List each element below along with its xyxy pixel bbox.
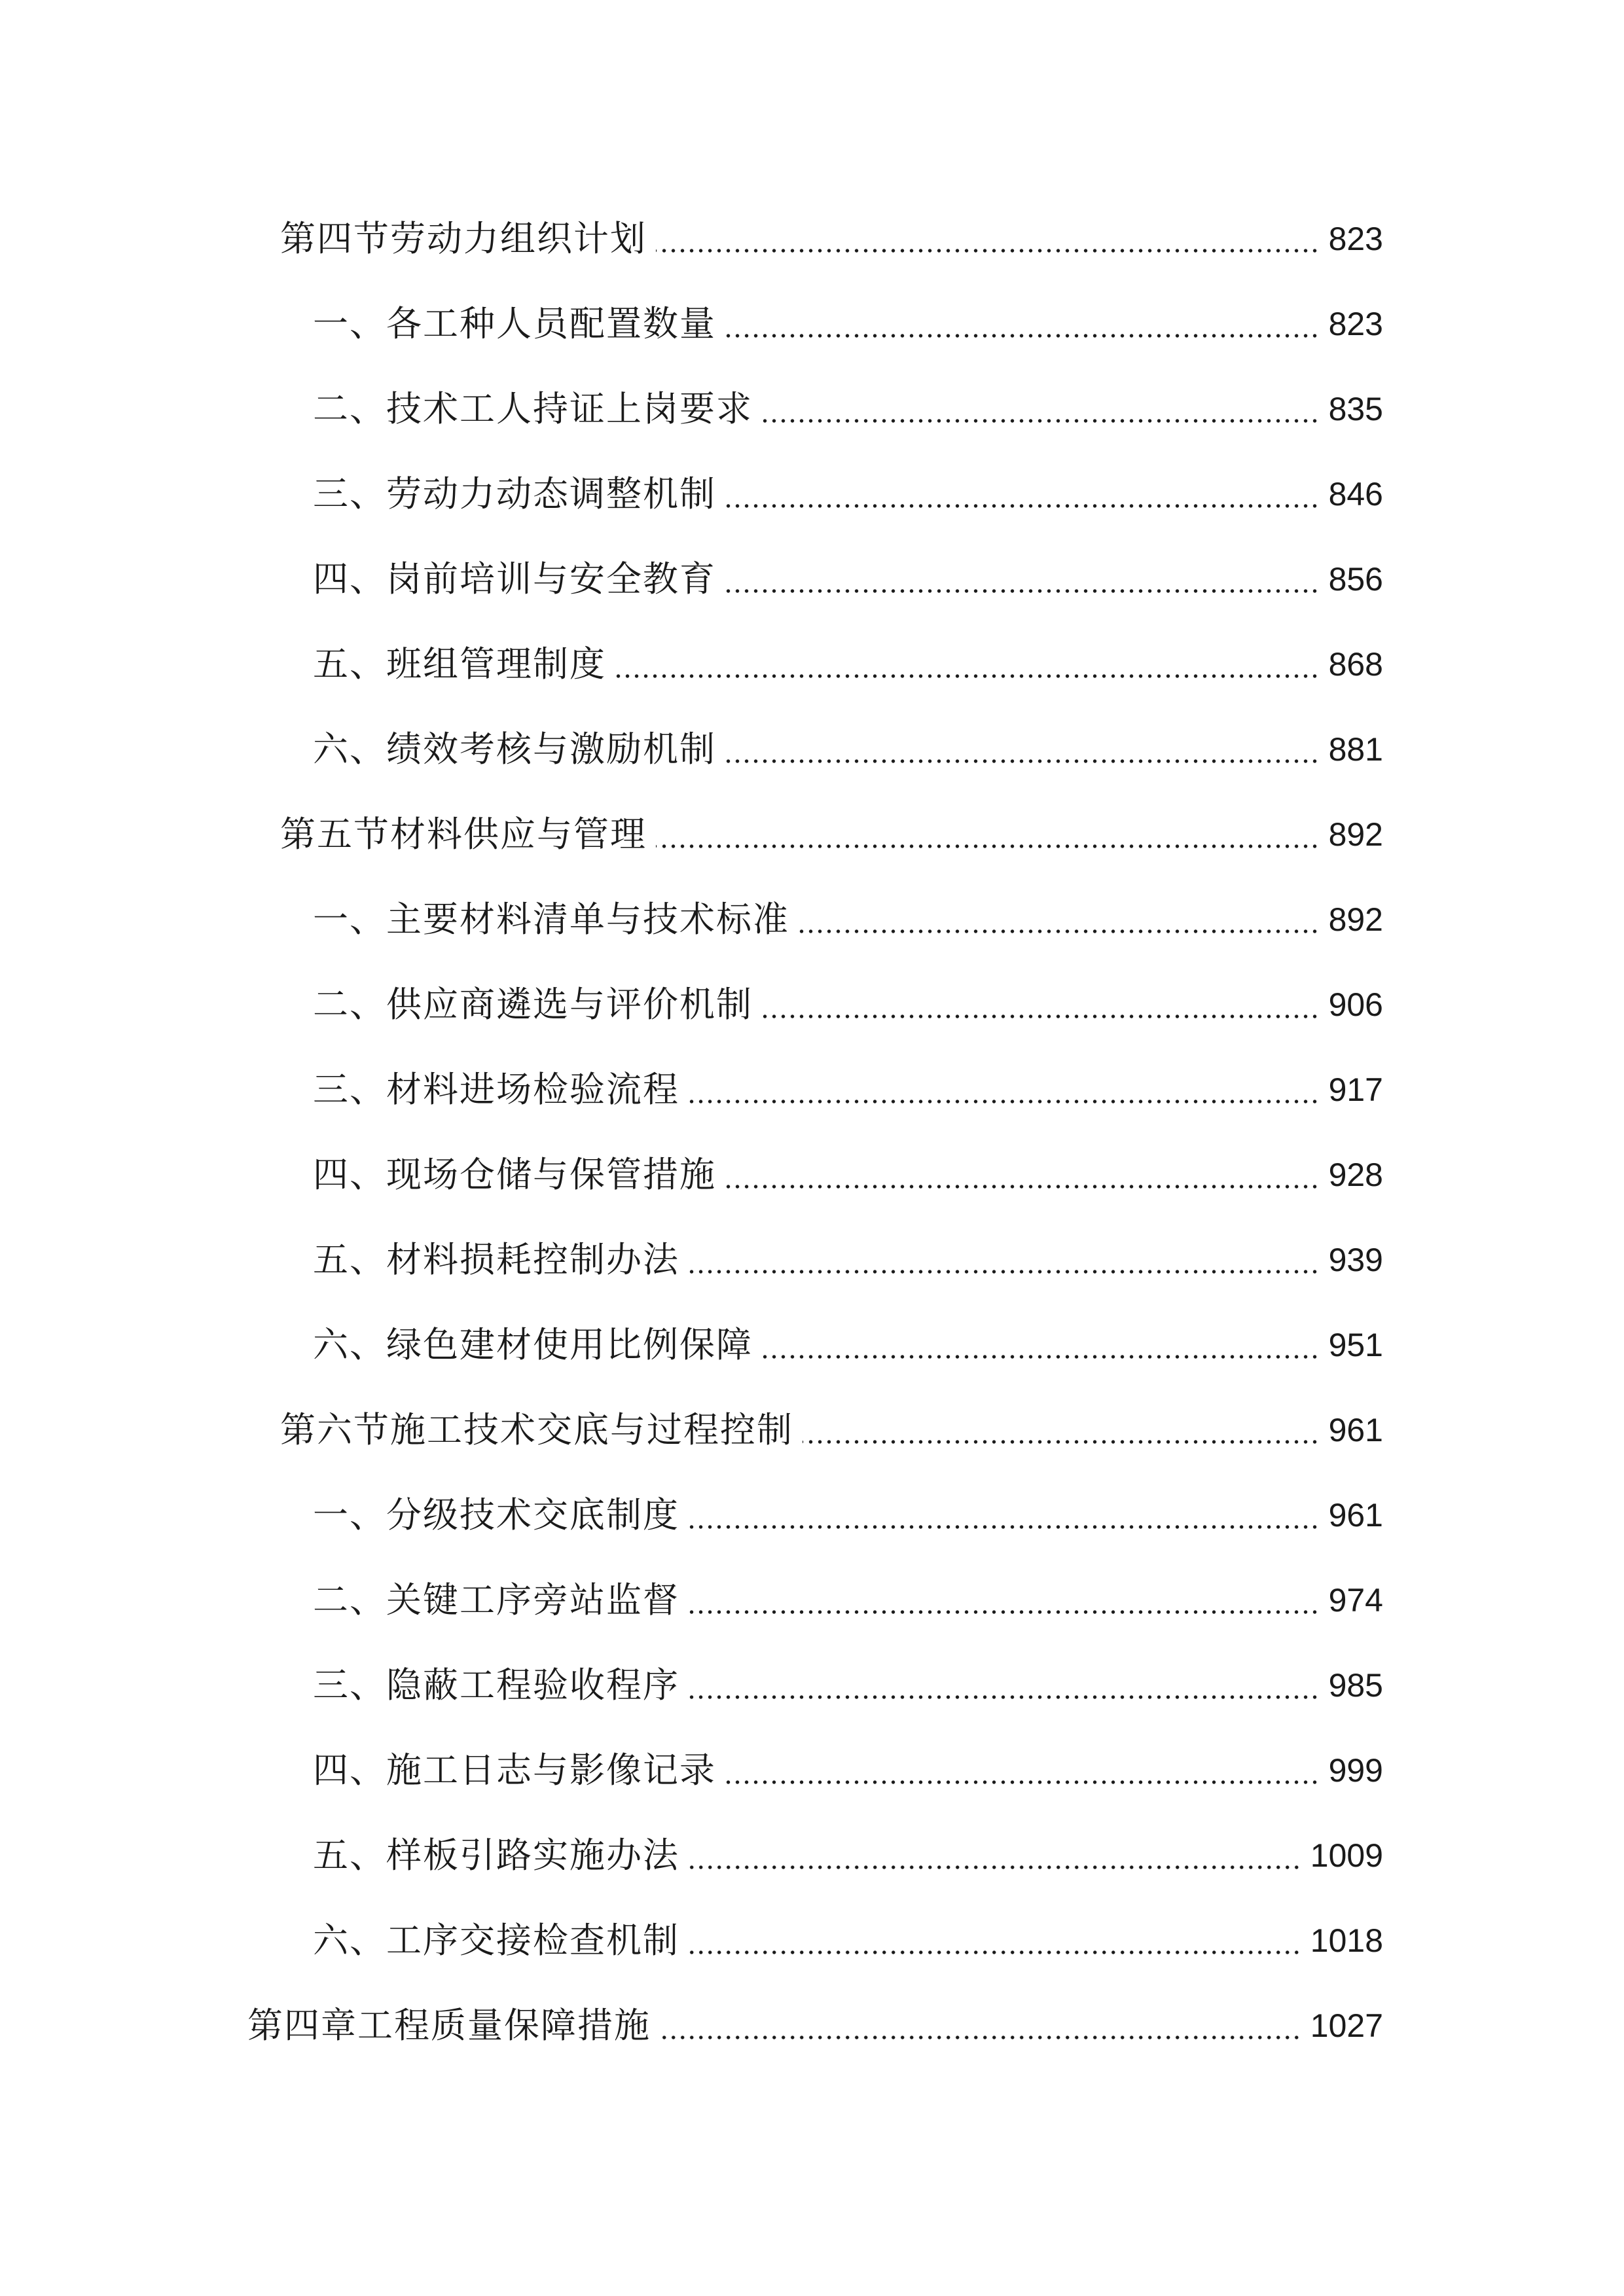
toc-entry-page-number: 1009 [1310, 1837, 1383, 1874]
toc-entry-title: 六、绿色建材使用比例保障 [313, 1324, 753, 1365]
toc-entry-title: 四、岗前培训与安全教育 [313, 558, 716, 600]
toc-entry-page-number: 881 [1328, 731, 1383, 768]
dot-leader [803, 1440, 1320, 1444]
toc-entry-page-number: 892 [1328, 901, 1383, 938]
toc-entry-page-number: 999 [1328, 1752, 1383, 1789]
toc-entry-subsection[interactable] [313, 1823, 1383, 1888]
toc-entry-page-number: 1018 [1310, 1922, 1383, 1959]
dot-leader [725, 759, 1320, 763]
toc-entry-title: 二、技术工人持证上岗要求 [313, 388, 753, 429]
toc-entry-page-number: 835 [1328, 391, 1383, 427]
toc-entry-page-number: 928 [1328, 1157, 1383, 1193]
toc-entry-page-number: 892 [1328, 816, 1383, 853]
toc-entry-chapter-4[interactable] [247, 1993, 1383, 2058]
toc-entry-page-number: 823 [1328, 221, 1383, 257]
toc-entry-title: 六、绩效考核与激励机制 [313, 728, 716, 770]
dot-leader [656, 844, 1320, 848]
dot-leader [762, 1355, 1320, 1359]
toc-entry-subsection[interactable] [313, 1312, 1383, 1378]
toc-entry-page-number: 985 [1328, 1667, 1383, 1704]
toc-entry-title: 第五节材料供应与管理 [280, 814, 647, 855]
dot-leader [689, 1525, 1320, 1529]
toc-entry-subsection[interactable] [313, 1653, 1383, 1718]
toc-entry-subsection[interactable] [313, 1227, 1383, 1293]
toc-entry-section-4[interactable] [280, 206, 1383, 272]
dot-leader [689, 1270, 1320, 1274]
toc-entry-title: 二、关键工序旁站监督 [313, 1579, 679, 1621]
toc-entry-page-number: 823 [1328, 306, 1383, 342]
dot-leader [725, 504, 1320, 508]
toc-entry-subsection[interactable] [313, 1482, 1383, 1548]
toc-entry-subsection[interactable] [313, 291, 1383, 357]
toc-entry-title: 六、工序交接检查机制 [313, 1920, 679, 1961]
toc-entry-subsection[interactable] [313, 972, 1383, 1037]
toc-entry-title: 四、现场仓储与保管措施 [313, 1154, 716, 1195]
toc-entry-title: 三、劳动力动态调整机制 [313, 473, 716, 514]
toc-entry-page-number: 974 [1328, 1582, 1383, 1619]
toc-entry-page-number: 917 [1328, 1071, 1383, 1108]
toc-entry-subsection[interactable] [313, 1142, 1383, 1208]
toc-entry-subsection[interactable] [313, 1738, 1383, 1803]
toc-entry-section-6[interactable] [280, 1397, 1383, 1463]
toc-entry-title: 一、分级技术交底制度 [313, 1494, 679, 1535]
toc-entry-page-number: 856 [1328, 561, 1383, 598]
toc-entry-page-number: 939 [1328, 1242, 1383, 1278]
dot-leader [725, 1780, 1320, 1784]
toc-entry-page-number: 1027 [1310, 2007, 1383, 2044]
dot-leader [660, 2036, 1301, 2039]
dot-leader [689, 1695, 1320, 1699]
toc-entry-title: 第四章工程质量保障措施 [247, 2005, 651, 2046]
toc-entry-title: 五、班组管理制度 [313, 643, 606, 685]
toc-entry-page-number: 868 [1328, 646, 1383, 683]
toc-entry-title: 三、材料进场检验流程 [313, 1069, 679, 1110]
toc-entry-page-number: 906 [1328, 986, 1383, 1023]
dot-leader [689, 1100, 1320, 1103]
toc-entry-subsection[interactable] [313, 376, 1383, 442]
toc-entry-page-number: 961 [1328, 1412, 1383, 1448]
toc-entry-title: 四、施工日志与影像记录 [313, 1749, 716, 1791]
toc-entry-title: 一、主要材料清单与技术标准 [313, 899, 789, 940]
dot-leader [615, 674, 1320, 678]
dot-leader [689, 1950, 1301, 1954]
toc-entry-title: 三、隐蔽工程验收程序 [313, 1664, 679, 1706]
toc-entry-page-number: 951 [1328, 1327, 1383, 1363]
toc-entry-subsection[interactable] [313, 1908, 1383, 1973]
toc-entry-subsection[interactable] [313, 461, 1383, 527]
toc-entry-subsection[interactable] [313, 547, 1383, 612]
toc-entry-subsection[interactable] [313, 1057, 1383, 1122]
toc-entry-title: 第六节施工技术交底与过程控制 [280, 1409, 793, 1450]
dot-leader [762, 419, 1320, 423]
dot-leader [762, 1014, 1320, 1018]
toc-entry-title: 五、样板引路实施办法 [313, 1835, 679, 1876]
dot-leader [799, 929, 1320, 933]
toc-entry-title: 第四节劳动力组织计划 [280, 218, 647, 259]
dot-leader [689, 1610, 1320, 1614]
toc-entry-title: 一、各工种人员配置数量 [313, 303, 716, 344]
dot-leader [725, 589, 1320, 593]
toc-entry-title: 五、材料损耗控制办法 [313, 1239, 679, 1280]
dot-leader [689, 1865, 1301, 1869]
toc-entry-title: 二、供应商遴选与评价机制 [313, 984, 753, 1025]
dot-leader [725, 334, 1320, 338]
toc-entry-subsection[interactable] [313, 717, 1383, 782]
toc-entry-subsection[interactable] [313, 1568, 1383, 1633]
toc-entry-subsection[interactable] [313, 632, 1383, 697]
toc-entry-page-number: 846 [1328, 476, 1383, 512]
dot-leader [656, 249, 1320, 253]
toc-entry-subsection[interactable] [313, 887, 1383, 952]
toc-entry-page-number: 961 [1328, 1497, 1383, 1534]
dot-leader [725, 1185, 1320, 1189]
toc-entry-section-5[interactable] [280, 802, 1383, 867]
